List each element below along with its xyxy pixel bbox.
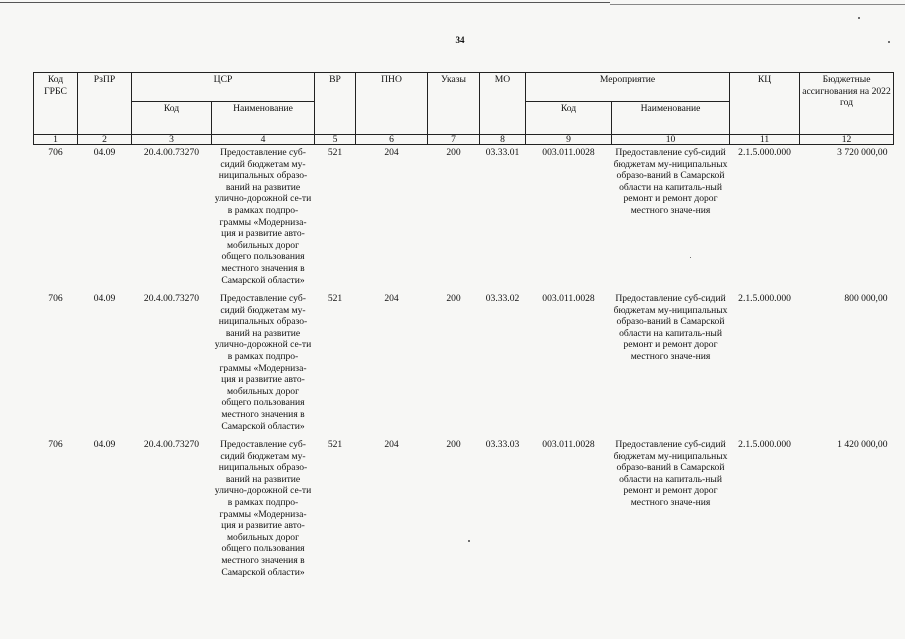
cell-pno: 204 <box>384 293 399 304</box>
cell-mer-name: Предоставление суб-сидий бюджетам му-ниципальных образо-ваний в Самарской области на капиталь-ный ремонт и ремонт дорог местного значе-ния <box>613 439 728 508</box>
header-mer-kod: Код <box>526 102 612 135</box>
column-number: 10 <box>612 135 730 145</box>
scan-edge-line <box>0 2 610 3</box>
header-kod-grbs: Код ГРБС <box>34 73 78 135</box>
cell-mo: 03.33.01 <box>485 147 520 158</box>
cell-mer-kod: 003.011.0028 <box>542 293 595 304</box>
scan-edge-line <box>610 4 905 5</box>
cell-amount: 3 720 000,00 <box>837 147 888 158</box>
cell-vr: 521 <box>327 293 343 304</box>
cell-csr-kod: 20.4.00.73270 <box>143 293 200 304</box>
cell-rzpr: 04.09 <box>93 147 116 158</box>
cell-csr-name: Предоставление суб-сидий бюджетам му-ниципальных образо-ваний на развитие улично-дорожной се-ти в рамках подпро-граммы «Модерниза-ция и развитие авто-мобильных дорог общего пользования местного значения в Самарской области» <box>214 147 312 286</box>
cell-ukazy: 200 <box>446 293 461 304</box>
cell-kc: 2.1.5.000.000 <box>738 439 791 450</box>
cell-kod-grbs: 706 <box>48 439 63 450</box>
column-number: 4 <box>212 135 315 145</box>
cell-amount: 800 000,00 <box>844 293 888 304</box>
column-number: 6 <box>356 135 428 145</box>
header-pno: ПНО <box>356 73 428 135</box>
cell-mer-kod: 003.011.0028 <box>542 147 595 158</box>
cell-amount: 1 420 000,00 <box>837 439 888 450</box>
cell-csr-kod: 20.4.00.73270 <box>143 439 200 450</box>
cell-vr: 521 <box>327 439 343 450</box>
cell-mer-name: Предоставление суб-сидий бюджетам му-ниципальных образо-ваний в Самарской области на капиталь-ный ремонт и ремонт дорог местного значе-ния <box>613 147 728 216</box>
cell-mer-kod: 003.011.0028 <box>542 439 595 450</box>
budget-table <box>33 72 894 589</box>
cell-ukazy: 200 <box>446 439 461 450</box>
cell-ukazy: 200 <box>446 147 461 158</box>
column-number: 1 <box>34 135 78 145</box>
header-vr: ВР <box>315 73 356 135</box>
column-number: 8 <box>480 135 526 145</box>
column-number: 3 <box>132 135 212 145</box>
cell-kod-grbs: 706 <box>48 293 63 304</box>
cell-rzpr: 04.09 <box>93 439 116 450</box>
column-number: 5 <box>315 135 356 145</box>
cell-kc: 2.1.5.000.000 <box>738 293 791 304</box>
table-row <box>34 291 894 437</box>
column-number: 7 <box>428 135 480 145</box>
column-number: 12 <box>800 135 894 145</box>
cell-mer-name: Предоставление суб-сидий бюджетам му-ниципальных образо-ваний в Самарской области на капиталь-ный ремонт и ремонт дорог местного значе-ния <box>613 293 728 362</box>
header-meropriyatie: Мероприятие <box>526 73 730 102</box>
column-number: 11 <box>730 135 800 145</box>
cell-csr-name: Предоставление суб-сидий бюджетам му-ниципальных образо-ваний на развитие улично-дорожной се-ти в рамках подпро-граммы «Модерниза-ция и развитие авто-мобильных дорог общего пользования местного значения в Самарской области» <box>214 293 312 432</box>
header-mer-name: Наименование <box>612 102 730 135</box>
page-number: 34 <box>455 35 465 45</box>
header-csr: ЦСР <box>132 73 315 102</box>
table-row <box>34 145 894 292</box>
header-csr-name: Наименование <box>212 102 315 135</box>
header-ukazy: Указы <box>428 73 480 135</box>
cell-kod-grbs: 706 <box>48 147 63 158</box>
header-kc: КЦ <box>730 73 800 135</box>
scan-speck <box>888 41 890 43</box>
cell-kc: 2.1.5.000.000 <box>738 147 791 158</box>
header-csr-kod: Код <box>132 102 212 135</box>
column-number: 2 <box>78 135 132 145</box>
cell-pno: 204 <box>384 147 399 158</box>
cell-mo: 03.33.03 <box>485 439 520 450</box>
header-mo: МО <box>480 73 526 135</box>
table-row <box>34 437 894 589</box>
cell-csr-kod: 20.4.00.73270 <box>143 147 200 158</box>
cell-mo: 03.33.02 <box>485 293 520 304</box>
column-number: 9 <box>526 135 612 145</box>
cell-rzpr: 04.09 <box>93 293 116 304</box>
cell-pno: 204 <box>384 439 399 450</box>
header-rzpr: РзПР <box>78 73 132 135</box>
header-budget: Бюджетные ассигнования на 2022 год <box>800 73 894 135</box>
cell-csr-name: Предоставление суб-сидий бюджетам му-ниципальных образо-ваний на развитие улично-дорожной се-ти в рамках подпро-граммы «Модерниза-ция и развитие авто-мобильных дорог общего пользования местного значения в Самарской области» <box>214 439 312 578</box>
scan-speck <box>858 17 860 19</box>
cell-vr: 521 <box>327 147 343 158</box>
